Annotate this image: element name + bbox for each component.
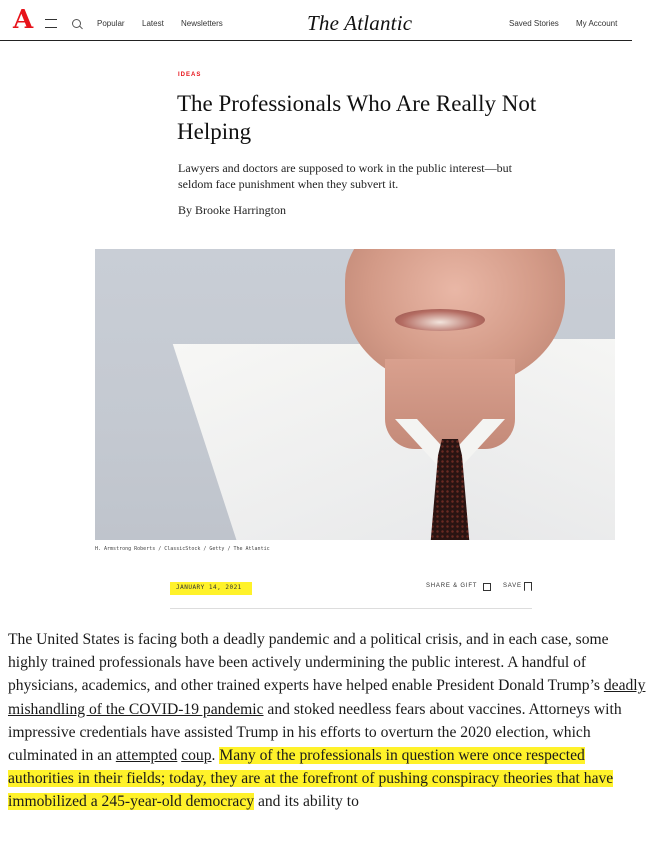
nav-newsletters[interactable]: Newsletters bbox=[181, 19, 223, 28]
link-coup[interactable]: coup bbox=[181, 747, 212, 765]
link-covid-mishandling[interactable]: deadly mishandling of the COVID-19 pandemic bbox=[8, 677, 646, 718]
brand-wordmark[interactable]: The Atlantic bbox=[307, 11, 413, 35]
nav-popular[interactable]: Popular bbox=[97, 19, 125, 28]
article-title: The Professionals Who Are Really Not Helping bbox=[177, 91, 537, 144]
body-text-4: . bbox=[211, 747, 220, 765]
body-text-2: and stoked needless fears about vaccines. Attorneys with impressive credentials have assisted Trump in his efforts to overturn the 2020 election, which culminated in an bbox=[8, 700, 622, 765]
byline[interactable]: By Brooke Harrington bbox=[178, 203, 286, 217]
site-header bbox=[0, 0, 632, 41]
link-attempted[interactable]: attempted bbox=[115, 747, 178, 765]
neck-shape bbox=[385, 359, 515, 449]
gift-icon[interactable] bbox=[483, 583, 491, 591]
atlantic-logo[interactable]: A bbox=[13, 5, 34, 35]
hamburger-menu-icon[interactable] bbox=[45, 19, 57, 28]
article-dek: Lawyers and doctors are supposed to work in the public interest—but seldom face punishment when they subvert it. bbox=[178, 161, 512, 191]
mouth-shape bbox=[395, 309, 485, 331]
share-gift-button[interactable]: SHARE & GIFT bbox=[426, 583, 478, 589]
publish-date: JANUARY 14, 2021 bbox=[170, 582, 252, 595]
my-account-link[interactable]: My Account bbox=[576, 19, 618, 28]
article-body-paragraph bbox=[8, 628, 648, 814]
image-credit: H. Armstrong Roberts / ClassicStock / Getty / The Atlantic bbox=[95, 546, 270, 552]
body-text-5: and its ability to bbox=[254, 793, 359, 811]
body-text-1: The United States is facing both a deadly pandemic and a political crisis, and in each case, some highly trained professionals have been actively undermining the public interest. A handful of physicians, academics, and other trained experts have helped enable President Donald Trump’s bbox=[8, 631, 609, 695]
save-button[interactable]: SAVE bbox=[503, 583, 522, 589]
nav-latest[interactable]: Latest bbox=[142, 19, 164, 28]
section-kicker[interactable]: IDEAS bbox=[178, 72, 202, 78]
hero-image bbox=[95, 249, 615, 540]
search-icon[interactable] bbox=[72, 19, 81, 28]
bookmark-icon[interactable] bbox=[524, 582, 532, 591]
highlighted-passage: Many of the professionals in question were once respected authorities in their fields; today, they are at the forefront of pushing conspiracy theories that have immobilized a 245-year-old democracy bbox=[8, 747, 614, 811]
article-meta-row bbox=[170, 578, 532, 609]
saved-stories-link[interactable]: Saved Stories bbox=[509, 19, 559, 28]
